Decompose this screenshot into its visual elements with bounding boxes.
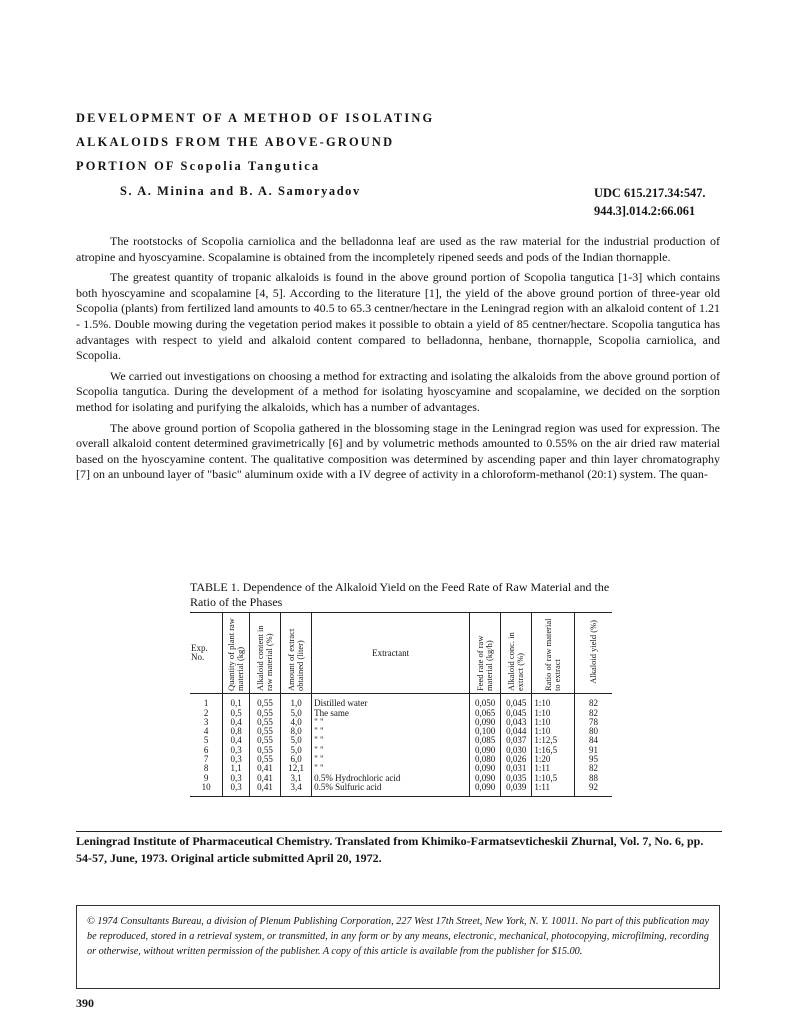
table-cell: 0,3 <box>223 755 250 764</box>
header-yield: Alkaloid yield (%) <box>574 613 612 694</box>
table-cell: 1,1 <box>223 764 250 773</box>
title-line: PORTION OF Scopolia Tangutica <box>76 159 321 173</box>
paragraph: The rootstocks of Scopolia carniolica and the belladonna leaf are used as the raw material for the industrial production of atropine and hyoscyamine. Scopalamine is obtained from the incompletely ripened seeds and pods of the Indian thornapple. <box>76 234 720 264</box>
table-cell: " " <box>312 727 470 736</box>
table-cell: 0.5% Sulfuric acid <box>312 783 470 797</box>
paragraph: The greatest quantity of tropanic alkaloids is found in the above ground portion of Scopolia tangutica [1-3] which contains both hyoscyamine and scopalamine [4, 5]. According to the literature [1], the yield of the above ground portion of three-year old Scopolia (plants) from fertilized land amounts to 40.5 to 65.3 centner/hectare in the Leningrad region with an alkaloid content of 1.21 - 1.5%. Double mowing during the vegetation period makes it possible to obtain a yield of 85 centner/hectare. Scopolia tangutica has advantages with respect to yield and alkaloid content compared to belladonna, henbane, thornapple, Scopolia carniolica, and Scopolia. <box>76 270 720 363</box>
table-cell: 1:10 <box>532 727 575 736</box>
article-title <box>76 106 434 178</box>
table-cell: 0,3 <box>223 783 250 797</box>
table-cell: 0,080 <box>470 755 501 764</box>
data-table <box>190 612 612 797</box>
table-cell: 0,045 <box>501 709 532 718</box>
table-cell: 1:11 <box>532 783 575 797</box>
table-cell: 84 <box>574 736 612 745</box>
table-cell: " " <box>312 746 470 755</box>
table-caption: TABLE 1. Dependence of the Alkaloid Yield on the Feed Rate of Raw Material and the Ratio of the Phases <box>190 580 610 609</box>
table-cell: 0,045 <box>501 694 532 709</box>
paragraph: We carried out investigations on choosing a method for extracting and isolating the alkaloids from the above ground portion of Scopolia tangutica. During the development of a method for isolating hyoscyamine and scopalamine, we decided on the sorption method for isolating and purifying the alkaloids, which has a number of advantages. <box>76 368 720 414</box>
table-cell: 1:10 <box>532 709 575 718</box>
table-cell: 0,1 <box>223 694 250 709</box>
table-cell: 0,55 <box>249 746 280 755</box>
table-cell: 6,0 <box>281 755 312 764</box>
table-cell: 0,55 <box>249 727 280 736</box>
table-cell: 3,4 <box>281 783 312 797</box>
table-cell: 5,0 <box>281 736 312 745</box>
table-cell: 0,41 <box>249 783 280 797</box>
udc-line: UDC 615.217.34:547. <box>594 186 706 200</box>
table-cell: 3,1 <box>281 774 312 783</box>
table-cell: 0,043 <box>501 718 532 727</box>
table-cell: 1:10,5 <box>532 774 575 783</box>
table-cell: 0,031 <box>501 764 532 773</box>
paragraph: The above ground portion of Scopolia gathered in the blossoming stage in the Leningrad region was used for expression. The overall alkaloid content determined gravimetrically [6] and by volumetric methods amounted to 0.55% on the air dried raw material based on the hyoscyamine content. The qualitative composition was determined by ascending paper and thin layer chromatography [7] on an unbound layer of "basic" aluminum oxide with a IV degree of activity in a chloroform-methanol (20:1) system. The quan- <box>76 420 720 482</box>
header-quantity: Quantity of plant raw material (kg) <box>223 613 250 694</box>
table-cell: 88 <box>574 774 612 783</box>
table-cell: " " <box>312 736 470 745</box>
table-cell: 0,090 <box>470 764 501 773</box>
table-cell: 10 <box>190 783 223 797</box>
header-extract-amount: Amount of extract obtained (liter) <box>281 613 312 694</box>
udc-line: 944.3].014.2:66.061 <box>594 204 696 218</box>
table-cell: 1:11 <box>532 764 575 773</box>
title-line: ALKALOIDS FROM THE ABOVE-GROUND <box>76 135 395 149</box>
table-cell: 3 <box>203 716 209 727</box>
udc-code <box>594 184 706 220</box>
table-row <box>190 694 612 709</box>
header-exp-no: Exp. No. <box>190 613 223 694</box>
table-cell: 0,55 <box>249 709 280 718</box>
table-cell: 0,050 <box>470 694 501 709</box>
table-cell: 12,1 <box>281 764 312 773</box>
table-cell: 4,0 <box>281 718 312 727</box>
table-cell: 0.5% Hydrochloric acid <box>312 774 470 783</box>
table-cell: 6 <box>203 744 209 755</box>
table-cell: 0,55 <box>249 718 280 727</box>
table-cell: 92 <box>574 783 612 797</box>
table-cell: 1 <box>203 698 209 709</box>
table-cell: 0,55 <box>249 694 280 709</box>
table-cell: 1:12,5 <box>532 736 575 745</box>
table-cell: 0,41 <box>249 774 280 783</box>
table-cell: 0,044 <box>501 727 532 736</box>
table-cell: 0,085 <box>470 736 501 745</box>
source-note: Leningrad Institute of Pharmaceutical Chemistry. Translated from Khimiko-Farmatsevticheskii Zhurnal, Vol. 7, No. 6, pp. 54-57, June, 1973. Original article submitted April 20, 1972. <box>76 834 704 865</box>
table-cell: 9 <box>203 772 209 783</box>
table-cell: " " <box>312 718 470 727</box>
table-cell: 1:20 <box>532 755 575 764</box>
title-line: DEVELOPMENT OF A METHOD OF ISOLATING <box>76 111 435 125</box>
table-cell: " " <box>312 755 470 764</box>
table-cell: 0,026 <box>501 755 532 764</box>
table-cell: 0,4 <box>223 736 250 745</box>
table-cell: 1:10 <box>532 694 575 709</box>
table-cell: 0,3 <box>223 774 250 783</box>
table-cell: 0,55 <box>249 755 280 764</box>
table-cell: " " <box>312 764 470 773</box>
table-cell: 2 <box>203 707 209 718</box>
footer-divider <box>76 831 722 832</box>
table-cell: 0,55 <box>249 736 280 745</box>
table-cell: 0,41 <box>249 764 280 773</box>
authors: S. A. Minina and B. A. Samoryadov <box>120 184 361 198</box>
copyright-box: © 1974 Consultants Bureau, a division of Plenum Publishing Corporation, 227 West 17th Street, New York, N. Y. 10011. No part of this publication may be reproduced, stored in a retrieval system, or transmitted, in any form or by any means, electronic, mechanical, photocopying, microfilming, recording or otherwise, without written permission of the publisher. A copy of this article is available from the publisher for $15.00. <box>76 905 720 989</box>
table-header-row <box>190 613 612 694</box>
header-ratio: Ratio of raw material to extract <box>532 613 575 694</box>
table-cell: 82 <box>574 694 612 709</box>
table-cell: 0,035 <box>501 774 532 783</box>
header-alkaloid-content: Alkaloid content in raw material (%) <box>249 613 280 694</box>
table-cell: 0,090 <box>470 783 501 797</box>
table-cell: 1:16,5 <box>532 746 575 755</box>
table-cell: 0,039 <box>501 783 532 797</box>
table-cell: 95 <box>574 755 612 764</box>
header-alkaloid-conc: Alkaloid conc. in extract (%) <box>501 613 532 694</box>
table-cell: 0,3 <box>223 746 250 755</box>
table-cell: 0,090 <box>470 746 501 755</box>
table-cell: 82 <box>574 709 612 718</box>
table-cell: 5,0 <box>281 746 312 755</box>
table-cell: 0,090 <box>470 718 501 727</box>
table-cell: 0,5 <box>223 709 250 718</box>
table-cell: 7 <box>203 754 209 765</box>
table-cell: 0,090 <box>470 774 501 783</box>
body-text <box>76 234 720 483</box>
table-cell: 91 <box>574 746 612 755</box>
header-feed-rate: Feed rate of raw material (kg/h) <box>470 613 501 694</box>
table-cell: 0,8 <box>223 727 250 736</box>
table-cell: 8 <box>203 763 209 774</box>
table-cell: 0,037 <box>501 736 532 745</box>
table-cell: 5 <box>203 735 209 746</box>
table-row <box>190 783 612 797</box>
table-cell: The same <box>312 709 470 718</box>
table-cell: 5,0 <box>281 709 312 718</box>
header-extractant: Extractant <box>312 613 470 694</box>
table-cell: 0,100 <box>470 727 501 736</box>
table-cell: 0,065 <box>470 709 501 718</box>
page-number: 390 <box>76 996 94 1010</box>
table-cell: 78 <box>574 718 612 727</box>
table-cell: 80 <box>574 727 612 736</box>
table-cell: 1,0 <box>281 694 312 709</box>
table-cell: 0,4 <box>223 718 250 727</box>
table-cell: 4 <box>203 726 209 737</box>
table-cell: 0,030 <box>501 746 532 755</box>
table-cell: 82 <box>574 764 612 773</box>
table-cell: 8,0 <box>281 727 312 736</box>
table-cell: 1:10 <box>532 718 575 727</box>
table-cell: Distilled water <box>312 694 470 709</box>
